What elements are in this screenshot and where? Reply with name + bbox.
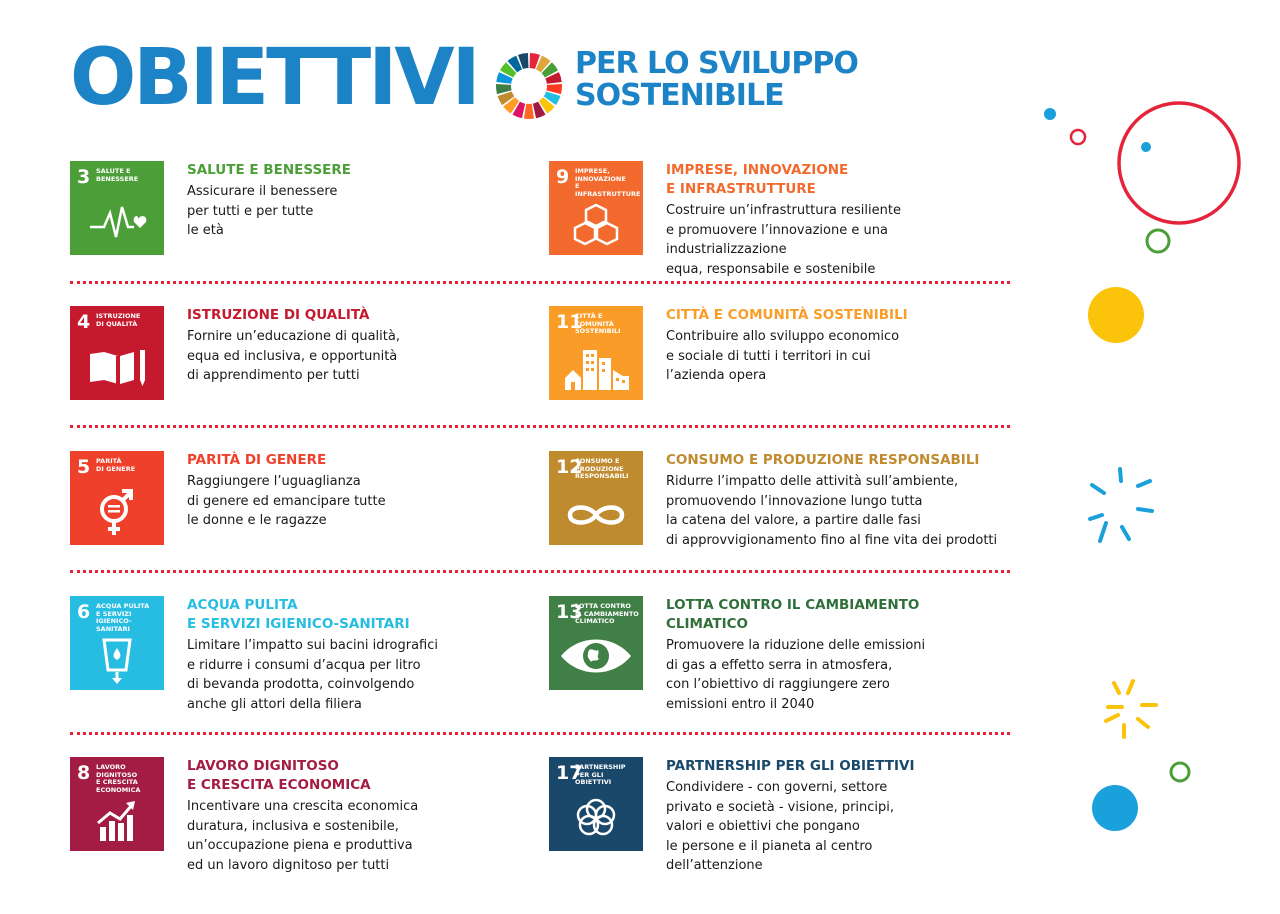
tile-label: CONSUMO E PRODUZIONE RESPONSABILI — [575, 457, 629, 480]
goal-description: Fornire un’educazione di qualità, equa ed inclusiva, e opportunità di apprendimento per tutti — [187, 329, 400, 383]
tile-label: CITTÀ E COMUNITÀ SOSTENIBILI — [575, 312, 621, 335]
gender-equality-icon — [70, 451, 164, 545]
tile-number: 17 — [556, 762, 583, 784]
goal-title: CONSUMO E PRODUZIONE RESPONSABILI — [666, 452, 980, 468]
page-title: OBIETTIVI — [70, 33, 478, 123]
ring-icon — [1071, 130, 1085, 144]
heartbeat-icon — [70, 161, 164, 255]
subtitle-line2: SOSTENIBILE — [575, 78, 784, 113]
goal-description: Promuovere la riduzione delle emissioni di gas a effetto serra in atmosfera, con l’obiettivo di raggiungere zero emissioni entro il 2040 — [666, 638, 926, 712]
tile-number: 5 — [77, 456, 91, 478]
goal-6 — [70, 596, 510, 712]
goal-title: PARTNERSHIP PER GLI OBIETTIVI — [666, 758, 915, 774]
goal-tile — [549, 306, 643, 400]
row-separator — [70, 425, 1010, 428]
goal-description: Contribuire allo sviluppo economico e sociale di tutti i territori in cui l’azienda opera — [666, 329, 900, 383]
sparkle-icon — [1090, 469, 1152, 541]
goal-11 — [549, 306, 989, 406]
water-glass-icon — [70, 596, 164, 690]
dot-icon — [1044, 108, 1056, 120]
tile-number: 4 — [77, 311, 91, 333]
tile-number: 13 — [556, 601, 583, 623]
row-separator — [70, 732, 1010, 735]
growth-chart-icon — [70, 757, 164, 851]
goal-title: SALUTE E BENESSERE — [187, 162, 352, 178]
goal-tile — [549, 161, 643, 255]
goal-tile — [70, 757, 164, 851]
tile-number: 3 — [77, 166, 91, 188]
goal-5 — [70, 451, 510, 551]
tile-number: 9 — [556, 166, 570, 188]
goal-description: Incentivare una crescita economica duratura, inclusiva e sostenibile, un’occupazione piena e produttiva ed un lavoro dignitoso per tutti — [187, 799, 419, 873]
dot-icon — [1092, 785, 1138, 831]
sdg-wheel-icon — [495, 52, 563, 120]
row-separator — [70, 281, 1010, 284]
wheel-segment — [524, 104, 534, 119]
goal-tile — [70, 596, 164, 690]
goal-title: ACQUA PULITA E SERVIZI IGIENICO-SANITARI — [187, 597, 410, 632]
tile-label: LOTTA CONTRO IL CAMBIAMENTO CLIMATICO — [575, 602, 639, 625]
goal-tile — [549, 757, 643, 851]
goal-9 — [549, 161, 989, 277]
tile-number: 12 — [556, 456, 583, 478]
tile-label: PARITÀ DI GENERE — [96, 457, 136, 473]
tile-number: 11 — [556, 311, 583, 333]
dot-icon — [1088, 287, 1144, 343]
page-subtitle — [575, 48, 858, 112]
goal-description: Costruire un’infrastruttura resiliente e promuovere l’innovazione e una industrializzazione equa, responsabile e sostenibile — [666, 203, 901, 277]
tile-number: 6 — [77, 601, 91, 623]
city-buildings-icon — [549, 306, 643, 400]
dot-icon — [1141, 142, 1151, 152]
goal-title: PARITÀ DI GENERE — [187, 452, 327, 468]
goal-tile — [549, 596, 643, 690]
infinity-icon — [549, 451, 643, 545]
row-separator — [70, 570, 1010, 573]
goal-description: Ridurre l’impatto delle attività sull’ambiente, promuovendo l’innovazione lungo tutta la catena del valore, a partire dalle fasi di approvvigionamento fino al fine vita dei prodotti — [666, 474, 998, 548]
goal-tile — [549, 451, 643, 545]
goal-title: LAVORO DIGNITOSO E CRESCITA ECONOMICA — [187, 758, 371, 793]
goal-description: Raggiungere l’uguaglianza di genere ed emancipare tutte le donne e le ragazze — [187, 474, 386, 528]
goal-title: CITTÀ E COMUNITÀ SOSTENIBILI — [666, 307, 908, 323]
goal-title: LOTTA CONTRO IL CAMBIAMENTO CLIMATICO — [666, 597, 920, 632]
tile-label: LAVORO DIGNITOSO E CRESCITA ECONOMICA — [96, 763, 141, 794]
ring-icon — [1147, 230, 1169, 252]
goal-description: Condividere - con governi, settore privato e società - visione, principi, valori e obiettivi che pongano le persone e il pianeta al centro dell’attenzione — [666, 780, 895, 873]
goal-title: IMPRESE, INNOVAZIONE E INFRASTRUTTURE — [666, 162, 849, 197]
tile-label: PARTNERSHIP PER GLI OBIETTIVI — [575, 763, 626, 786]
cubes-icon — [549, 161, 643, 255]
tile-label: IMPRESE, INNOVAZIONE E INFRASTRUTTURE — [575, 167, 641, 198]
eye-globe-icon — [549, 596, 643, 690]
goal-17 — [549, 757, 989, 873]
sparkle-icon — [1106, 681, 1156, 737]
linked-rings-icon — [549, 757, 643, 851]
goal-description: Limitare l’impatto sui bacini idrografici e ridurre i consumi d’acqua per litro di bevanda prodotta, coinvolgendo anche gli attori della filiera — [187, 638, 439, 712]
tile-label: ACQUA PULITA E SERVIZI IGIENICO-SANITARI — [96, 602, 150, 633]
goal-13 — [549, 596, 989, 712]
goal-12 — [549, 451, 998, 551]
book-pencil-icon — [70, 306, 164, 400]
ring-icon — [1171, 763, 1189, 781]
goal-title: ISTRUZIONE DI QUALITÀ — [187, 307, 370, 323]
ring-icon — [1119, 103, 1239, 223]
goal-tile — [70, 161, 164, 255]
tile-label: SALUTE E BENESSERE — [96, 167, 139, 183]
goal-description: Assicurare il benessere per tutti e per tutte le età — [187, 184, 338, 238]
decorative-shapes — [1030, 95, 1270, 855]
subtitle-line1: PER LO SVILUPPO — [575, 46, 858, 81]
tile-label: ISTRUZIONE DI QUALITÀ — [96, 312, 141, 328]
goal-3 — [70, 161, 510, 261]
goal-8 — [70, 757, 510, 873]
goal-4 — [70, 306, 510, 406]
goal-tile — [70, 306, 164, 400]
goal-tile — [70, 451, 164, 545]
tile-number: 8 — [77, 762, 91, 784]
